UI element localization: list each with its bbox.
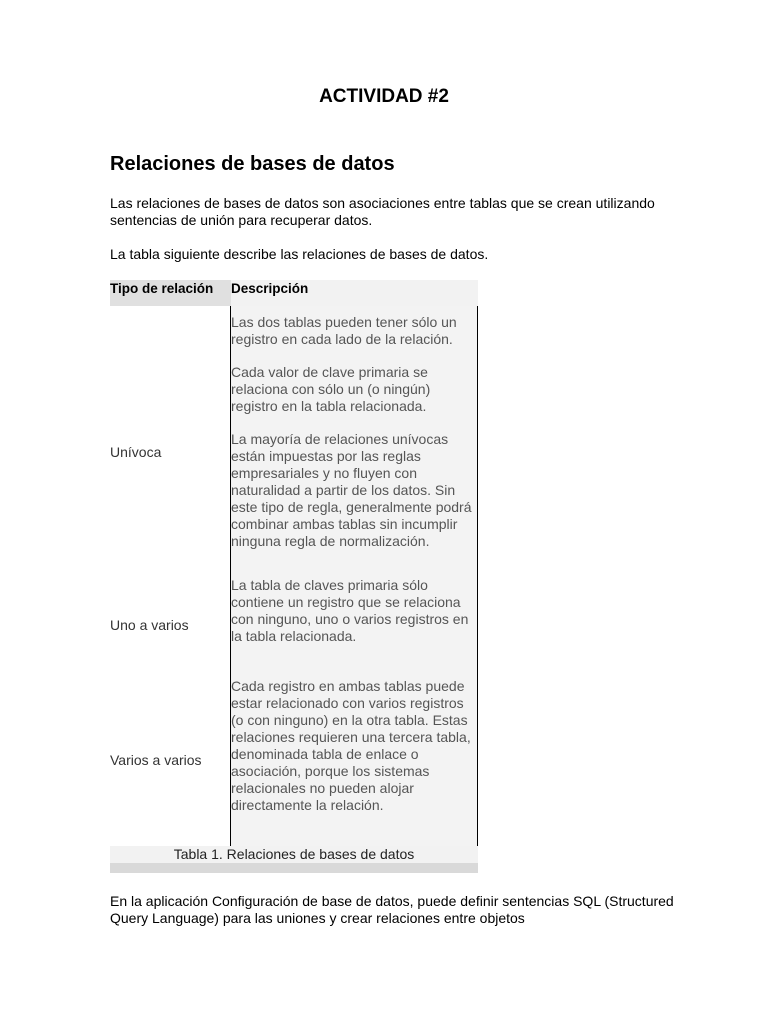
header-cell-description: Descripción [231,281,309,296]
relation-description-cell [231,577,478,673]
relation-type-cell: Uno a varios [110,577,231,673]
relation-description-cell [231,306,478,577]
page-title: ACTIVIDAD #2 [319,86,449,107]
relation-type-cell: Unívoca [110,306,231,577]
table-row [110,306,478,577]
description-paragraph: Las dos tablas pueden tener sólo un registro en cada lado de la relación. [231,314,457,347]
relation-description-cell [231,673,478,846]
table-header-row [110,280,478,306]
closing-paragraph: En la aplicación Configuración de base de datos, puede definir sentencias SQL (Structured Query Language) para las uniones y crear relaciones entre objetos [110,893,674,926]
table-caption: Tabla 1. Relaciones de bases de datos [110,846,478,863]
relations-table [110,280,478,873]
description-paragraph: Cada valor de clave primaria se relaciona con sólo un (o ningún) registro en la tabla relacionada. [231,364,431,414]
table-footer-bar [110,863,478,873]
table-row [110,577,478,673]
table-row [110,673,478,846]
description-paragraph: La mayoría de relaciones unívocas están impuestas por las reglas empresariales y no fluyen con naturalidad a partir de los datos. Sin este tipo de regla, generalmente podrá combinar ambas tablas sin incumplir ninguna regla de normalización. [231,431,472,549]
relation-type-cell: Varios a varios [110,673,231,846]
description-paragraph: Cada registro en ambas tablas puede estar relacionado con varios registros (o con ninguno) en la otra tabla. Estas relaciones requieren una tercera tabla, denominada tabla de enlace o asociación, porque los sistemas relacionales no pueden alojar directamente la relación. [231,678,471,813]
table-intro-paragraph: La tabla siguiente describe las relaciones de bases de datos. [110,246,489,262]
intro-paragraph: Las relaciones de bases de datos son asociaciones entre tablas que se crean utilizando sentencias de unión para recuperar datos. [110,195,655,228]
section-heading: Relaciones de bases de datos [110,153,395,175]
header-cell-type: Tipo de relación [110,280,231,306]
description-paragraph: La tabla de claves primaria sólo contiene un registro que se relaciona con ninguno, uno o varios registros en la tabla relacionada. [231,577,469,644]
